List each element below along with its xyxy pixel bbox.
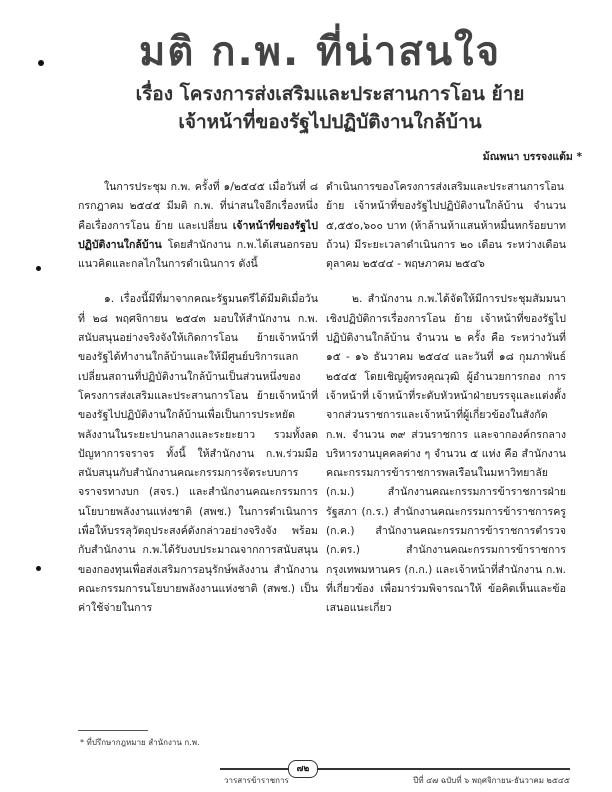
scan-speck: [38, 60, 44, 66]
intro-bold-text: เจ้าหน้าที่ของรัฐไปปฏิบัติงานใกล้บ้าน: [78, 219, 318, 251]
intro-paragraph: [78, 178, 318, 274]
issue-info: ปีที่ ๔๗ ฉบับที่ ๖ พฤศจิกายน-ธันวาคม ๒๕๔๕: [413, 776, 570, 785]
page-title: มติ ก.พ. ที่น่าสนใจ: [138, 29, 502, 75]
scan-speck: [36, 266, 41, 271]
footnote: * ที่ปรึกษากฎหมาย สำนักงาน ก.พ.: [80, 738, 200, 747]
right-column: [326, 178, 566, 619]
footnote-divider: [78, 730, 148, 731]
subtitle-line-1: เรื่อง โครงการส่งเสริมและประสานการโอน ย้าย: [135, 83, 525, 105]
subtitle-line-2: เจ้าหน้าที่ของรัฐไปปฏิบัติงานใกล้บ้าน: [178, 111, 482, 133]
left-column: [78, 178, 318, 619]
intro-text-end: โดยสำนักงาน ก.พ.ได้เสนอกรอบแนวคิดและกลไกในการดำเนินการ ดังนี้: [78, 238, 318, 271]
paragraph-1: ๑. เรื่องนี้มีที่มาจากคณะรัฐมนตรีได้มีมติเมื่อวันที่ ๒๘ พฤศจิกายน ๒๕๔๓ มอบให้สำนักงาน ก.พ. สนับสนุนอย่างจริงจังให้เกิดการโอน ย้ายเจ้าหน้าที่ของรัฐได้ทำงานใกล้บ้านและให้มีศูนย์บริการแลกเปลี่ยนสถานที่ปฏิบัติงานใกล้บ้านเป็นส่วนหนึ่งของโครงการส่งเสริมและประสานการโอน ย้ายเจ้าหน้าที่ของรัฐไปปฏิบัติงานใกล้บ้านเพื่อเป็นการประหยัดพลังงานในระยะปานกลางและระยะยาว รวมทั้งลดปัญหาการจราจร ทั้งนี้ ให้สำนักงาน ก.พ.ร่วมมือสนับสนุนกับสำนักงานคณะกรรมการจัดระบบการจราจรทางบก (สจร.) และสำนักงานคณะกรรมการนโยบายพลังงานแห่งชาติ (สพช.) ในการดำเนินการ เพื่อให้บรรลุวัตถุประสงค์ดังกล่าวอย่างจริงจัง พร้อมกับสำนักงาน ก.พ.ได้รับงบประมาณจากการสนับสนุนของกองทุนเพื่อส่งเสริมการอนุรักษ์พลังงาน สำนักงานคณะกรรมการนโยบายพลังงานแห่งชาติ (สพช.) เป็นค่าใช้จ่ายในการ: [78, 293, 318, 615]
continued-paragraph: ดำเนินการของโครงการส่งเสริมและประสานการโอน ย้าย เจ้าหน้าที่ของรัฐไปปฏิบัติงานใกล้บ้าน จำนวน ๕,๕๕๐,๖๐๐ บาท (ห้าล้านห้าแสนห้าหมื่นหกร้อยบาทถ้วน) มีระยะเวลาดำเนินการ ๒๐ เดือน ระหว่างเดือนตุลาคม ๒๕๔๔ - พฤษภาคม ๒๕๔๖: [326, 181, 566, 271]
page-number: ๗๒: [288, 760, 318, 778]
scan-speck: [36, 566, 41, 571]
paragraph-2: ๒. สำนักงาน ก.พ.ได้จัดให้มีการประชุมสัมมนาเชิงปฏิบัติการเรื่องการโอน ย้าย เจ้าหน้าที่ของรัฐไปปฏิบัติงานใกล้บ้าน จำนวน ๒ ครั้ง คือ ระหว่างวันที่ ๑๕ - ๑๖ ธันวาคม ๒๕๔๔ และวันที่ ๑๘ กุมภาพันธ์ ๒๕๔๕ โดยเชิญผู้ทรงคุณวุฒิ ผู้อำนวยการกอง การเจ้าหน้าที่ เจ้าหน้าที่ระดับหัวหน้าฝ่ายบรรจุและแต่งตั้งจากส่วนราชการและเจ้าหน้าที่ผู้เกี่ยวข้องในสังกัด ก.พ. จำนวน ๓๙ ส่วนราชการ และจากองค์กรกลางบริหารงานบุคคลต่าง ๆ จำนวน ๕ แห่ง คือ สำนักงานคณะกรรมการข้าราชการพลเรือนในมหาวิทยาลัย (ก.ม.) สำนักงานคณะกรรมการข้าราชการฝ่ายรัฐสภา (ก.ร.) สำนักงานคณะกรรมการข้าราชการครู (ก.ค.) สำนักงานคณะกรรมการข้าราชการตำรวจ (ก.ตร.) สำนักงานคณะกรรมการข้าราชการกรุงเทพมหานคร (ก.ก.) และเจ้าหน้าที่สำนักงาน ก.พ. ที่เกี่ยวข้อง เพื่อมาร่วมพิจารณาให้ ข้อคิดเห็นและข้อเสนอแนะเกี่ยว: [326, 293, 566, 615]
intro-text: ในการประชุม ก.พ. ครั้งที่ ๑/๒๕๔๕ เมื่อวันที่ ๘ กรกฎาคม ๒๕๔๕ มีมติ ก.พ. ที่น่าสนใจอีกเรื่องหนึ่งคือเรื่องการโอน ย้าย และเปลี่ยน: [78, 181, 318, 232]
author-name: ม้ณพนา บรรจงแต้ม *: [482, 151, 582, 163]
journal-name: วารสารข้าราชการ: [224, 776, 289, 785]
